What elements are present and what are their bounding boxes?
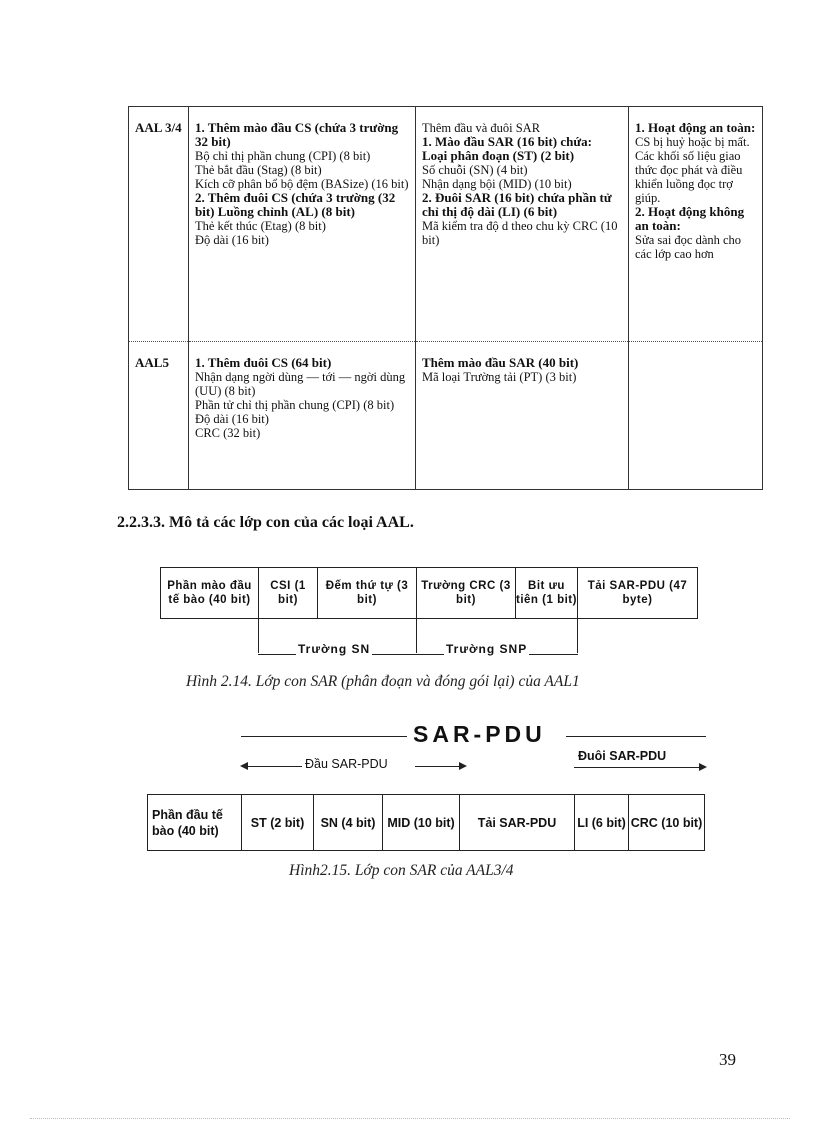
field-sar-payload: Tải SAR-PDU: [459, 794, 575, 851]
bottom-rule: [30, 1118, 790, 1119]
aal-table: [128, 106, 763, 490]
section-heading: 2.2.3.3. Mô tả các lớp con của các loại AAL.: [117, 514, 414, 531]
header-arrow-line-right: [415, 766, 459, 767]
table-cell-notes: [629, 107, 763, 342]
field-st: ST (2 bit): [241, 794, 314, 851]
field-mid: MID (10 bit): [382, 794, 460, 851]
field-crc: Trường CRC (3 bit): [416, 567, 516, 619]
header-arrow-line-left: [246, 766, 302, 767]
field-crc: CRC (10 bit): [628, 794, 705, 851]
notes-line: 2. Hoạt động không an toàn:: [635, 204, 745, 233]
notes-line: CS bị huỷ hoặc bị mất. Các khối số liệu giao thức đọc phát và điều khiển luồng đọc trợ giúp.: [635, 135, 750, 205]
field-sequence-count: Đếm thứ tự (3 bit): [317, 567, 417, 619]
cs-line: Phần tử chỉ thị phần chung (CPI) (8 bit): [195, 398, 395, 412]
cs-line: Bộ chỉ thị phần chung (CPI) (8 bit): [195, 149, 371, 163]
table-row-aal5: [129, 342, 763, 490]
cs-line: Độ dài (16 bit): [195, 412, 269, 426]
trailer-label: Đuôi SAR-PDU: [578, 749, 667, 763]
cs-line: Thẻ kết thúc (Etag) (8 bit): [195, 219, 326, 233]
sn-field-label: Trường SN: [298, 642, 371, 656]
table-cell-notes: [629, 342, 763, 490]
field-priority-bit: Bit ưu tiên (1 bit): [515, 567, 578, 619]
field-csi: CSI (1 bit): [258, 567, 318, 619]
table-row-aal34: [129, 107, 763, 342]
snp-field-label: Trường SNP: [446, 642, 528, 656]
field-sn: SN (4 bit): [313, 794, 383, 851]
table-cell-cs: [189, 342, 416, 490]
sar-pdu-title: SAR-PDU: [413, 721, 546, 747]
trailer-arrow-line: [574, 767, 700, 768]
cs-line: 1. Thêm mào đầu CS (chứa 3 trường 32 bit): [195, 120, 399, 149]
table-cell-cs: [189, 107, 416, 342]
figure-caption: Hình2.15. Lớp con SAR của AAL3/4: [289, 862, 514, 879]
figure-caption: Hình 2.14. Lớp con SAR (phân đoạn và đóng gói lại) của AAL1: [186, 673, 580, 690]
cs-line: Độ dài (16 bit): [195, 233, 269, 247]
table-cell-sar: [416, 342, 629, 490]
sar-line: 2. Đuôi SAR (16 bit) chứa phần tử chỉ thị độ dài (LI) (6 bit): [422, 190, 612, 219]
cs-line: Nhận dạng ngời dùng — tới — ngời dùng (UU) (8 bit): [195, 370, 406, 398]
notes-line: 1. Hoạt động an toàn:: [635, 120, 756, 135]
table-cell-sar: [416, 107, 629, 342]
field-li: LI (6 bit): [574, 794, 629, 851]
table-cell-type: [129, 342, 189, 490]
sar-line: Loại phân đoạn (ST) (2 bit): [422, 148, 575, 163]
notes-line: Sửa sai đọc dành cho các lớp cao hơn: [635, 233, 742, 261]
cs-line: CRC (32 bit): [195, 426, 261, 440]
sar-line: Nhận dạng bội (MID) (10 bit): [422, 177, 572, 191]
sar-line: 1. Mào đầu SAR (16 bit) chứa:: [422, 134, 592, 149]
cs-line: 2. Thêm đuôi CS (chứa 3 trường (32 bit) Luồng chỉnh (AL) (8 bit): [195, 190, 396, 219]
sar-line: Mã kiểm tra độ d theo chu kỳ CRC (10 bit): [422, 219, 618, 247]
sar-line: Mã loại Trường tải (PT) (3 bit): [422, 370, 577, 384]
field-cell-header: Phần đầu tế bào (40 bit): [147, 794, 242, 851]
bracket-mid: [416, 619, 417, 653]
sar-line: Số chuỗi (SN) (4 bit): [422, 163, 528, 177]
cs-line: 1. Thêm đuôi CS (64 bit): [195, 355, 332, 370]
sar-line: Thêm đầu và đuôi SAR: [422, 121, 541, 135]
arrow-right-icon: [459, 762, 467, 770]
aal-type-label: AAL5: [135, 355, 169, 370]
title-line-left: [241, 736, 407, 737]
field-cell-header: Phần mào đầu tế bào (40 bit): [160, 567, 259, 619]
table-cell-type: [129, 107, 189, 342]
arrow-left-icon: [240, 762, 248, 770]
page-number: 39: [719, 1050, 736, 1069]
bracket-right: [577, 619, 578, 653]
header-label: Đầu SAR-PDU: [305, 757, 388, 771]
title-line-right: [566, 736, 706, 737]
bracket-left: [258, 619, 259, 653]
aal-type-label: AAL 3/4: [135, 120, 182, 135]
cs-line: Thẻ bắt đầu (Stag) (8 bit): [195, 163, 322, 177]
sar-line: Thêm mào đầu SAR (40 bit): [422, 355, 579, 370]
arrow-right-icon: [699, 763, 707, 771]
field-sar-payload: Tải SAR-PDU (47 byte): [577, 567, 698, 619]
cs-line: Kích cỡ phân bổ bộ đệm (BASize) (16 bit): [195, 177, 409, 191]
